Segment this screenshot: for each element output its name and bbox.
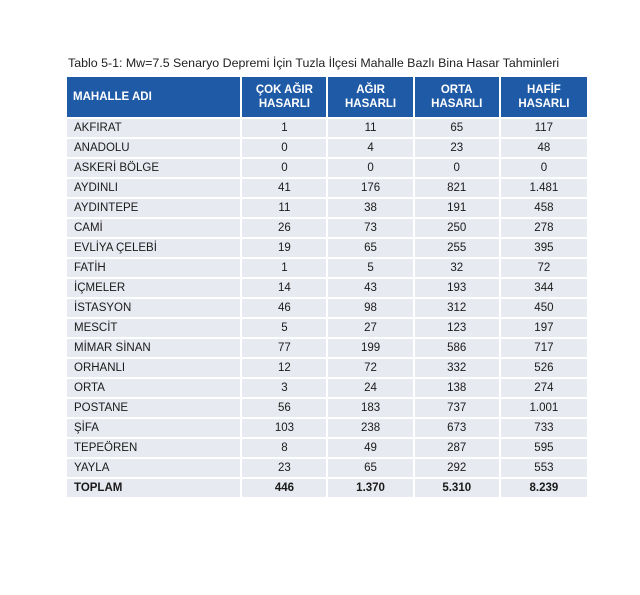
cell-cok-agir: 12 <box>242 357 328 377</box>
table-row <box>67 377 587 397</box>
cell-orta: 287 <box>415 437 501 457</box>
cell-agir: 65 <box>328 237 414 257</box>
table-row <box>67 177 587 197</box>
cell-name: ORTA <box>67 377 242 397</box>
cell-hafif: 344 <box>501 277 587 297</box>
header-hafif-line2: HASARLI <box>518 98 570 110</box>
cell-orta: 23 <box>415 137 501 157</box>
cell-orta: 673 <box>415 417 501 437</box>
header-hafif-line1: HAFİF <box>526 84 561 96</box>
cell-hafif: 1.481 <box>501 177 587 197</box>
header-orta <box>415 77 501 117</box>
header-cok-agir-line1: ÇOK AĞIR <box>255 84 313 96</box>
table-row <box>67 317 587 337</box>
cell-cok-agir: 1 <box>242 117 328 137</box>
cell-orta: 65 <box>415 117 501 137</box>
cell-hafif: 1.001 <box>501 397 587 417</box>
cell-hafif: 117 <box>501 117 587 137</box>
table-row <box>67 337 587 357</box>
table-row <box>67 217 587 237</box>
cell-orta: 250 <box>415 217 501 237</box>
header-orta-line2: HASARLI <box>431 98 483 110</box>
cell-cok-agir: 103 <box>242 417 328 437</box>
cell-name: İSTASYON <box>67 297 242 317</box>
cell-orta: 0 <box>415 157 501 177</box>
cell-hafif: 0 <box>501 157 587 177</box>
cell-orta: 123 <box>415 317 501 337</box>
cell-name: ANADOLU <box>67 137 242 157</box>
cell-agir: 65 <box>328 457 414 477</box>
cell-cok-agir: 41 <box>242 177 328 197</box>
cell-cok-agir: 46 <box>242 297 328 317</box>
cell-orta: 138 <box>415 377 501 397</box>
cell-cok-agir: 11 <box>242 197 328 217</box>
cell-orta: 292 <box>415 457 501 477</box>
cell-orta: 255 <box>415 237 501 257</box>
cell-hafif: 278 <box>501 217 587 237</box>
table-row <box>67 297 587 317</box>
cell-name: MİMAR SİNAN <box>67 337 242 357</box>
cell-agir: 5 <box>328 257 414 277</box>
cell-name: AYDINLI <box>67 177 242 197</box>
cell-agir: 1.370 <box>328 477 414 497</box>
cell-name: AYDINTEPE <box>67 197 242 217</box>
cell-name: POSTANE <box>67 397 242 417</box>
cell-cok-agir: 5 <box>242 317 328 337</box>
cell-agir: 238 <box>328 417 414 437</box>
header-orta-line1: ORTA <box>440 84 473 96</box>
cell-hafif: 395 <box>501 237 587 257</box>
cell-name: CAMİ <box>67 217 242 237</box>
cell-cok-agir: 26 <box>242 217 328 237</box>
cell-hafif: 717 <box>501 337 587 357</box>
table-row <box>67 117 587 137</box>
table-row <box>67 357 587 377</box>
cell-cok-agir: 14 <box>242 277 328 297</box>
cell-name: TOPLAM <box>67 477 242 497</box>
cell-orta: 193 <box>415 277 501 297</box>
cell-agir: 11 <box>328 117 414 137</box>
cell-name: FATİH <box>67 257 242 277</box>
damage-estimate-table <box>67 77 587 497</box>
cell-agir: 0 <box>328 157 414 177</box>
cell-hafif: 526 <box>501 357 587 377</box>
cell-agir: 24 <box>328 377 414 397</box>
cell-cok-agir: 8 <box>242 437 328 457</box>
cell-hafif: 8.239 <box>501 477 587 497</box>
cell-cok-agir: 0 <box>242 137 328 157</box>
cell-cok-agir: 0 <box>242 157 328 177</box>
cell-cok-agir: 446 <box>242 477 328 497</box>
table-row <box>67 277 587 297</box>
cell-cok-agir: 56 <box>242 397 328 417</box>
cell-name: İÇMELER <box>67 277 242 297</box>
cell-cok-agir: 3 <box>242 377 328 397</box>
table-row <box>67 437 587 457</box>
cell-agir: 4 <box>328 137 414 157</box>
cell-name: EVLİYA ÇELEBİ <box>67 237 242 257</box>
cell-hafif: 274 <box>501 377 587 397</box>
cell-agir: 176 <box>328 177 414 197</box>
cell-agir: 27 <box>328 317 414 337</box>
table-body <box>67 117 587 497</box>
header-cok-agir-line2: HASARLI <box>258 98 310 110</box>
header-agir-line1: AĞIR <box>356 84 385 96</box>
cell-agir: 38 <box>328 197 414 217</box>
header-hafif <box>501 77 587 117</box>
cell-agir: 72 <box>328 357 414 377</box>
cell-name: ASKERİ BÖLGE <box>67 157 242 177</box>
cell-orta: 586 <box>415 337 501 357</box>
cell-hafif: 733 <box>501 417 587 437</box>
cell-orta: 737 <box>415 397 501 417</box>
cell-name: ŞİFA <box>67 417 242 437</box>
header-agir <box>328 77 414 117</box>
table-row <box>67 397 587 417</box>
cell-agir: 98 <box>328 297 414 317</box>
cell-hafif: 72 <box>501 257 587 277</box>
header-agir-line2: HASARLI <box>345 98 397 110</box>
cell-cok-agir: 1 <box>242 257 328 277</box>
cell-hafif: 458 <box>501 197 587 217</box>
cell-hafif: 197 <box>501 317 587 337</box>
cell-name: YAYLA <box>67 457 242 477</box>
table-row <box>67 157 587 177</box>
cell-hafif: 595 <box>501 437 587 457</box>
header-neighborhood: MAHALLE ADI <box>67 77 242 117</box>
cell-name: ORHANLI <box>67 357 242 377</box>
table-row <box>67 417 587 437</box>
cell-hafif: 450 <box>501 297 587 317</box>
table-row <box>67 197 587 217</box>
table-row <box>67 137 587 157</box>
cell-cok-agir: 77 <box>242 337 328 357</box>
table-row <box>67 257 587 277</box>
cell-orta: 821 <box>415 177 501 197</box>
cell-agir: 73 <box>328 217 414 237</box>
cell-orta: 191 <box>415 197 501 217</box>
cell-agir: 49 <box>328 437 414 457</box>
cell-agir: 183 <box>328 397 414 417</box>
cell-agir: 43 <box>328 277 414 297</box>
cell-name: TEPEÖREN <box>67 437 242 457</box>
cell-orta: 332 <box>415 357 501 377</box>
table-header-row <box>67 77 587 117</box>
total-row <box>67 477 587 497</box>
cell-hafif: 553 <box>501 457 587 477</box>
table-row <box>67 237 587 257</box>
cell-hafif: 48 <box>501 137 587 157</box>
table-caption: Tablo 5-1: Mw=7.5 Senaryo Depremi İçin Tuzla İlçesi Mahalle Bazlı Bina Hasar Tahminleri <box>68 56 560 70</box>
cell-orta: 32 <box>415 257 501 277</box>
cell-cok-agir: 23 <box>242 457 328 477</box>
table-row <box>67 457 587 477</box>
cell-cok-agir: 19 <box>242 237 328 257</box>
cell-agir: 199 <box>328 337 414 357</box>
cell-name: AKFIRAT <box>67 117 242 137</box>
cell-orta: 312 <box>415 297 501 317</box>
cell-name: MESCİT <box>67 317 242 337</box>
header-cok-agir <box>242 77 328 117</box>
cell-orta: 5.310 <box>415 477 501 497</box>
